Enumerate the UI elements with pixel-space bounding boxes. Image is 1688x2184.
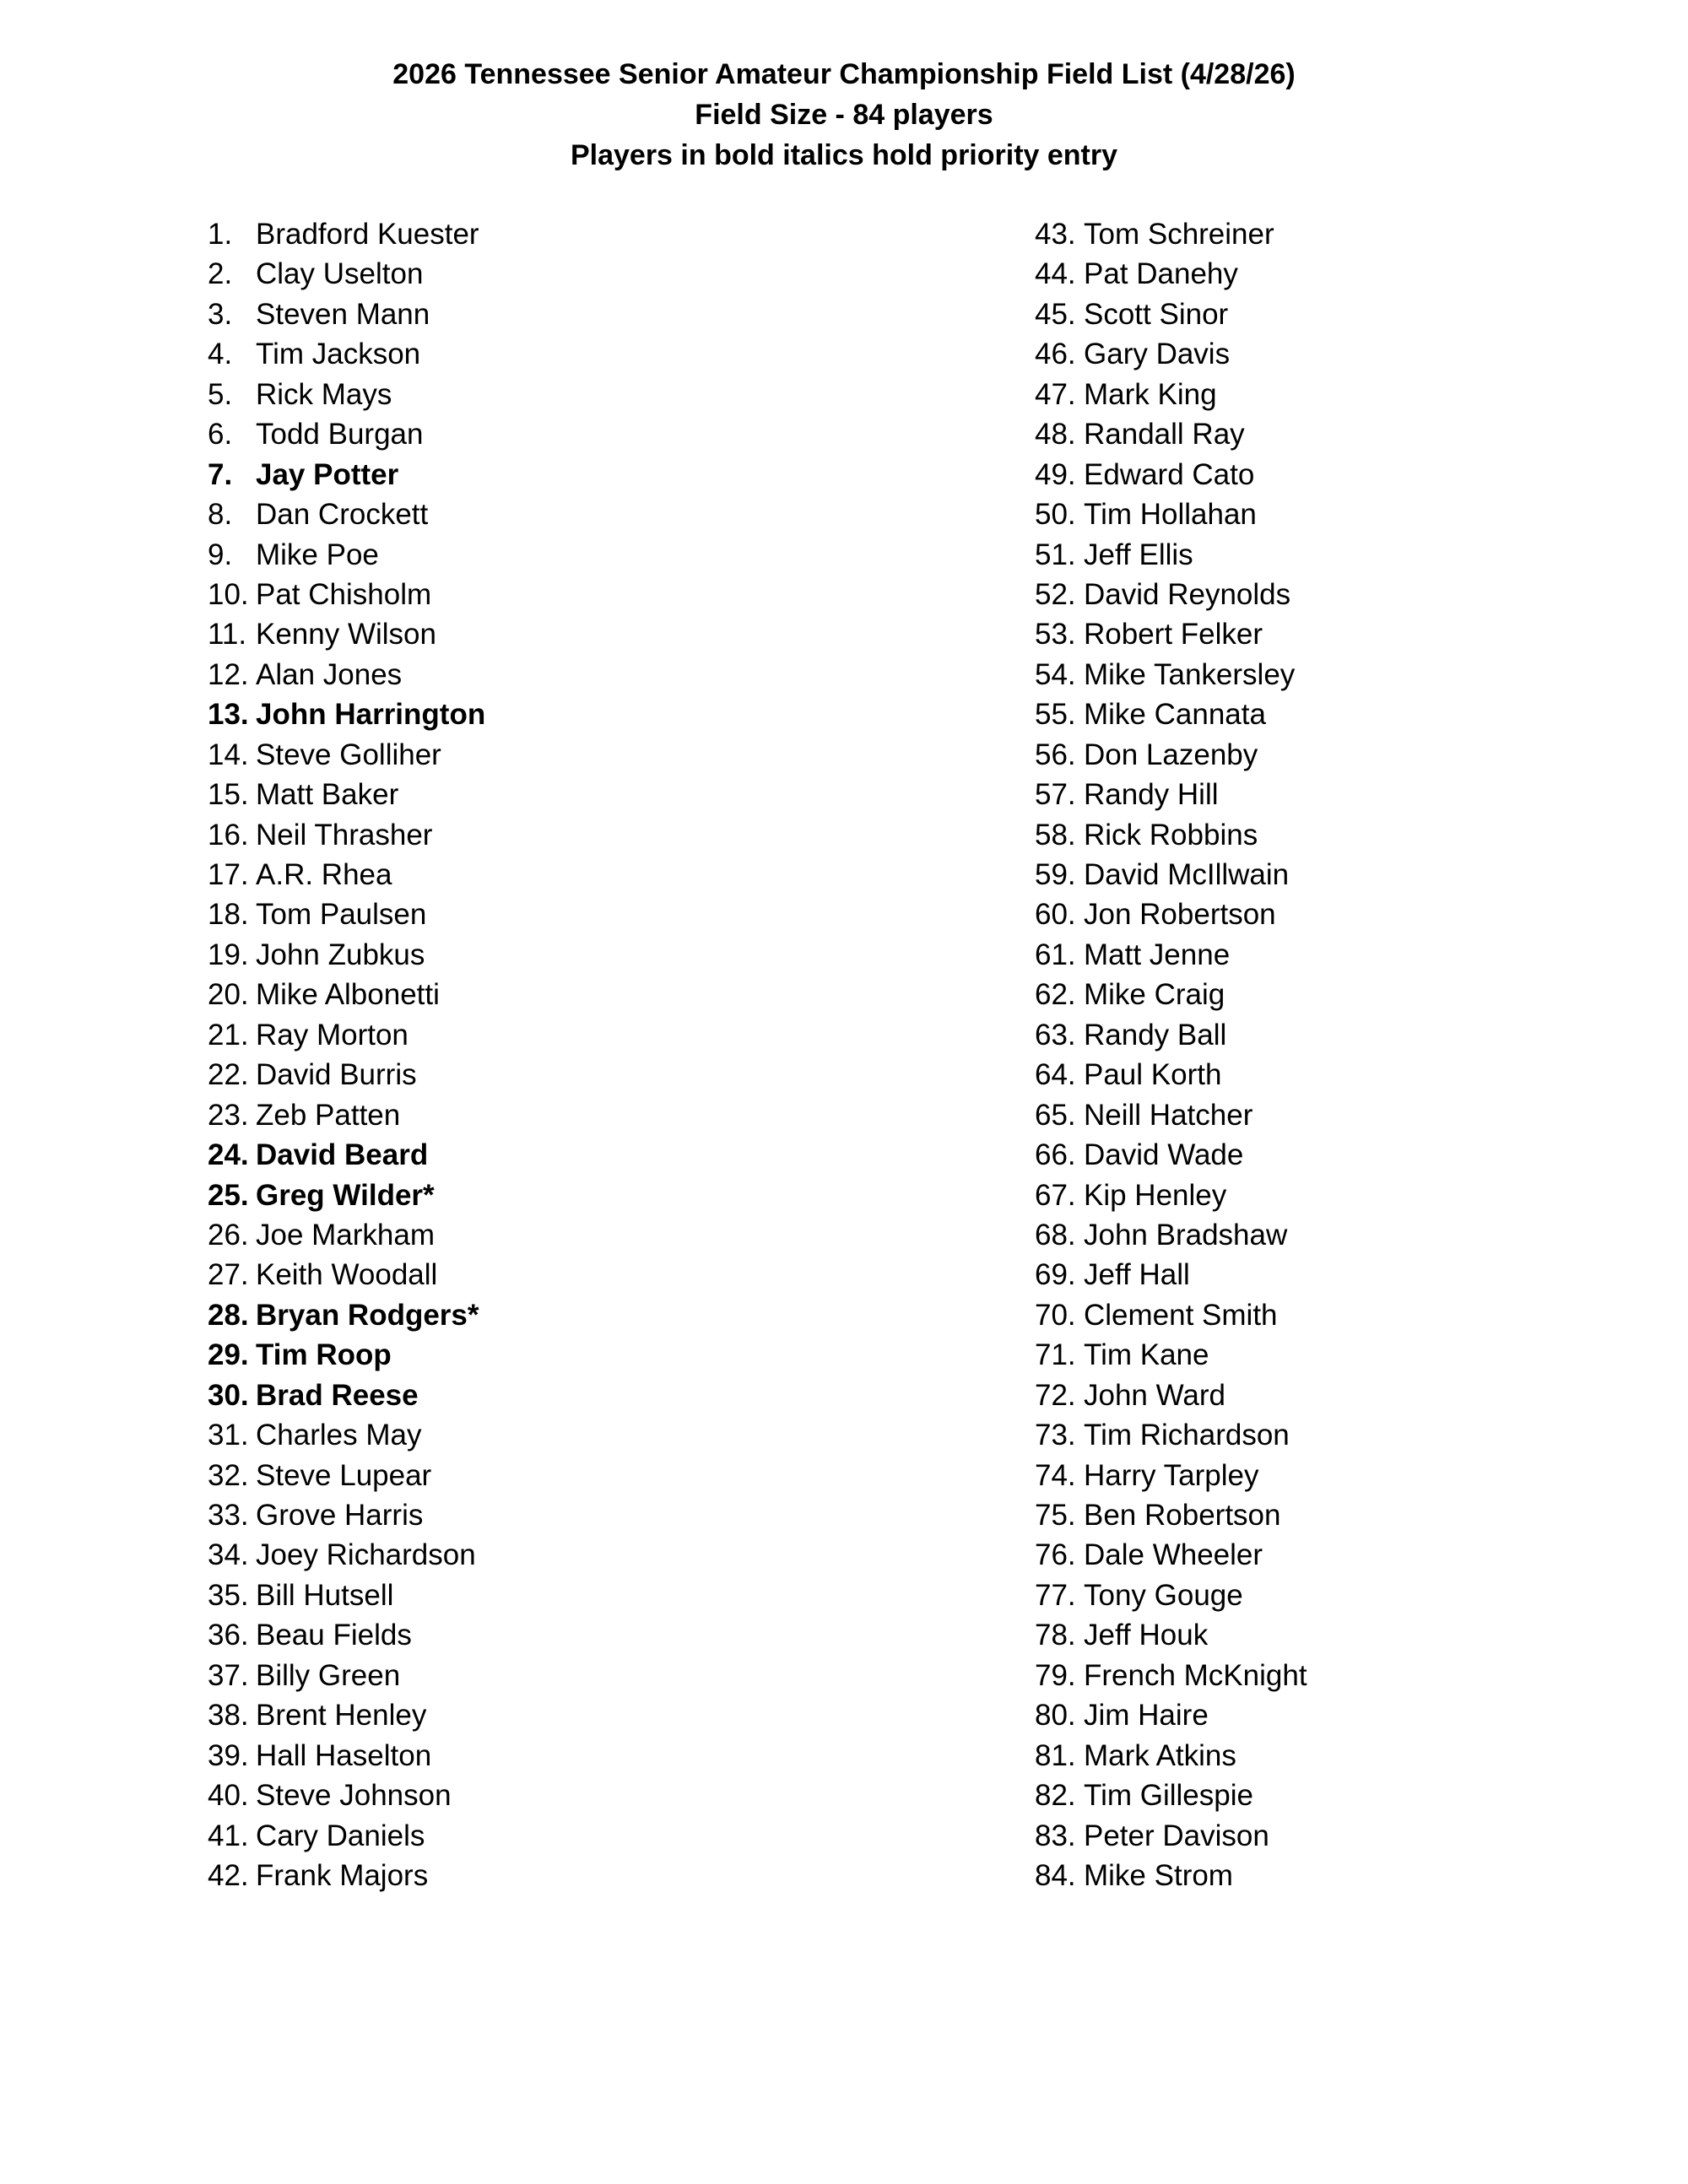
player-name: Todd Burgan <box>256 418 424 451</box>
player-name: Kip Henley <box>1084 1178 1227 1212</box>
player-entry <box>1035 1015 1626 1055</box>
player-number: 24. <box>208 1138 249 1172</box>
player-name: Pat Danehy <box>1084 257 1238 291</box>
player-entry <box>1035 1776 1626 1815</box>
player-name: Cary Daniels <box>256 1819 425 1852</box>
player-name: Kenny Wilson <box>256 618 436 651</box>
player-entry <box>1035 1695 1626 1735</box>
player-name: Ben Robertson <box>1084 1499 1281 1532</box>
player-number: 67. <box>1035 1178 1076 1212</box>
player-name: Frank Majors <box>256 1858 429 1892</box>
player-list-right-column <box>1035 214 1626 1895</box>
player-number: 65. <box>1035 1098 1076 1132</box>
player-number: 38. <box>208 1699 249 1733</box>
player-name: Mike Albonetti <box>256 978 440 1012</box>
player-entry <box>1035 254 1626 294</box>
player-entry <box>208 1576 967 1615</box>
player-entry <box>208 295 967 334</box>
player-name: Tom Schreiner <box>1084 218 1274 251</box>
player-name: Zeb Patten <box>256 1098 401 1132</box>
player-entry <box>1035 1335 1626 1375</box>
player-entry <box>1035 535 1626 575</box>
player-number: 70. <box>1035 1298 1076 1332</box>
player-entry <box>1035 1576 1626 1615</box>
player-name: Paul Korth <box>1084 1058 1222 1092</box>
player-name: Rick Robbins <box>1084 818 1258 851</box>
player-name: Neill Hatcher <box>1084 1098 1253 1132</box>
player-number: 66. <box>1035 1138 1076 1172</box>
player-name: Tim Gillespie <box>1084 1779 1253 1813</box>
player-number: 30. <box>208 1378 249 1412</box>
player-number: 76. <box>1035 1538 1076 1572</box>
player-number: 19. <box>208 938 249 971</box>
player-number: 45. <box>1035 297 1076 331</box>
player-name: Mike Strom <box>1084 1858 1233 1892</box>
player-number: 35. <box>208 1578 249 1612</box>
player-number: 64. <box>1035 1058 1076 1092</box>
player-entry <box>208 1255 967 1295</box>
player-entry <box>1035 1736 1626 1776</box>
player-entry <box>1035 775 1626 814</box>
player-entry <box>208 655 967 695</box>
player-number: 4. <box>208 338 233 371</box>
player-entry <box>1035 1656 1626 1695</box>
player-name: Mike Tankersley <box>1084 657 1296 691</box>
player-entry <box>208 375 967 414</box>
player-name: David Burris <box>256 1058 417 1092</box>
player-entry <box>208 1816 967 1856</box>
player-name: Greg Wilder* <box>256 1178 435 1212</box>
document-header <box>0 54 1688 176</box>
player-name: Jay Potter <box>256 457 399 491</box>
player-entry <box>1035 735 1626 775</box>
player-number: 63. <box>1035 1018 1076 1051</box>
player-entry <box>208 855 967 895</box>
player-entry <box>1035 815 1626 855</box>
player-name: Scott Sinor <box>1084 297 1229 331</box>
player-name: John Bradshaw <box>1084 1218 1288 1251</box>
player-entry <box>1035 1816 1626 1856</box>
player-number: 47. <box>1035 377 1076 411</box>
player-name: Don Lazenby <box>1084 738 1258 771</box>
player-number: 12. <box>208 657 249 691</box>
player-number: 3. <box>208 297 233 331</box>
player-entry <box>1035 1376 1626 1415</box>
player-number: 18. <box>208 898 249 932</box>
player-number: 7. <box>208 457 233 491</box>
player-number: 14. <box>208 738 249 771</box>
player-entry <box>1035 1135 1626 1175</box>
player-entry <box>1035 1055 1626 1095</box>
player-number: 2. <box>208 257 233 291</box>
player-number: 73. <box>1035 1419 1076 1452</box>
player-name: Beau Fields <box>256 1619 412 1652</box>
player-entry <box>208 1135 967 1175</box>
player-entry <box>208 535 967 575</box>
player-name: Brent Henley <box>256 1699 427 1733</box>
player-entry <box>1035 1095 1626 1135</box>
player-number: 11. <box>208 618 247 651</box>
player-number: 37. <box>208 1658 249 1692</box>
player-name: Tim Kane <box>1084 1338 1209 1372</box>
player-entry <box>1035 214 1626 254</box>
player-name: Edward Cato <box>1084 457 1255 491</box>
player-entry <box>1035 1495 1626 1535</box>
player-entry <box>208 254 967 294</box>
player-entry <box>1035 1255 1626 1295</box>
player-number: 79. <box>1035 1658 1076 1692</box>
player-number: 22. <box>208 1058 249 1092</box>
player-name: Randall Ray <box>1084 418 1245 451</box>
player-number: 82. <box>1035 1779 1076 1813</box>
player-name: Brad Reese <box>256 1378 419 1412</box>
player-name: Mark Atkins <box>1084 1738 1236 1772</box>
player-name: Mike Cannata <box>1084 698 1266 732</box>
player-name: Bryan Rodgers* <box>256 1298 479 1332</box>
player-number: 50. <box>1035 498 1076 532</box>
player-name: Pat Chisholm <box>256 577 432 611</box>
player-entry <box>208 1295 967 1335</box>
player-number: 27. <box>208 1258 249 1292</box>
player-number: 72. <box>1035 1378 1076 1412</box>
player-name: Randy Ball <box>1084 1018 1227 1051</box>
player-number: 51. <box>1035 538 1076 571</box>
player-number: 75. <box>1035 1499 1076 1532</box>
priority-note: Players in bold italics hold priority entry <box>570 139 1118 171</box>
player-name: Joe Markham <box>256 1218 436 1251</box>
player-name: Tom Paulsen <box>256 898 427 932</box>
player-entry <box>1035 455 1626 495</box>
player-name: Mark King <box>1084 377 1217 411</box>
player-name: French McKnight <box>1084 1658 1307 1692</box>
player-number: 10. <box>208 577 249 611</box>
player-number: 52. <box>1035 577 1076 611</box>
player-entry <box>208 214 967 254</box>
player-name: David Beard <box>256 1138 429 1172</box>
player-name: Clement Smith <box>1084 1298 1278 1332</box>
player-entry <box>208 495 967 534</box>
player-name: Grove Harris <box>256 1499 424 1532</box>
player-name: Mike Poe <box>256 538 379 571</box>
player-entry <box>208 1335 967 1375</box>
player-number: 34. <box>208 1538 249 1572</box>
player-number: 43. <box>1035 218 1076 251</box>
player-entry <box>208 1415 967 1455</box>
player-entry <box>208 614 967 654</box>
player-entry <box>208 1015 967 1055</box>
player-name: Mike Craig <box>1084 978 1225 1012</box>
player-name: Tim Hollahan <box>1084 498 1257 532</box>
player-number: 13. <box>208 698 249 732</box>
player-entry <box>1035 575 1626 614</box>
player-number: 15. <box>208 778 249 812</box>
player-entry <box>1035 334 1626 374</box>
player-entry <box>208 895 967 934</box>
player-number: 9. <box>208 538 233 571</box>
player-number: 77. <box>1035 1578 1076 1612</box>
player-entry <box>1035 495 1626 534</box>
player-name: Gary Davis <box>1084 338 1231 371</box>
player-name: Dale Wheeler <box>1084 1538 1263 1572</box>
player-entry <box>1035 855 1626 895</box>
player-number: 44. <box>1035 257 1076 291</box>
player-name: Jim Haire <box>1084 1699 1209 1733</box>
player-number: 42. <box>208 1858 249 1892</box>
player-entry <box>1035 1856 1626 1895</box>
player-name: Jon Robertson <box>1084 898 1276 932</box>
player-name: David McIllwain <box>1084 858 1290 891</box>
player-number: 56. <box>1035 738 1076 771</box>
player-entry <box>1035 1456 1626 1495</box>
player-entry <box>1035 614 1626 654</box>
player-number: 41. <box>208 1819 249 1852</box>
player-entry <box>1035 895 1626 934</box>
player-number: 20. <box>208 978 249 1012</box>
player-name: Tim Jackson <box>256 338 421 371</box>
player-entry <box>1035 295 1626 334</box>
player-number: 29. <box>208 1338 249 1372</box>
player-number: 40. <box>208 1779 249 1813</box>
player-list-left-column <box>208 214 967 1895</box>
player-entry <box>1035 1295 1626 1335</box>
player-entry <box>1035 1215 1626 1255</box>
player-name: Ray Morton <box>256 1018 408 1051</box>
player-number: 46. <box>1035 338 1076 371</box>
player-name: Bradford Kuester <box>256 218 479 251</box>
player-number: 23. <box>208 1098 249 1132</box>
player-entry <box>208 935 967 975</box>
player-name: Jeff Hall <box>1084 1258 1190 1292</box>
player-number: 21. <box>208 1018 249 1051</box>
player-name: David Reynolds <box>1084 577 1291 611</box>
player-number: 1. <box>208 218 233 251</box>
player-entry <box>208 695 967 734</box>
player-number: 6. <box>208 418 233 451</box>
player-number: 5. <box>208 377 233 411</box>
player-number: 80. <box>1035 1699 1076 1733</box>
player-name: Randy Hill <box>1084 778 1219 812</box>
player-entry <box>1035 695 1626 734</box>
player-entry <box>208 1495 967 1535</box>
player-number: 49. <box>1035 457 1076 491</box>
player-entry <box>208 575 967 614</box>
player-name: Steve Johnson <box>256 1779 452 1813</box>
player-name: Matt Baker <box>256 778 399 812</box>
player-name: Harry Tarpley <box>1084 1458 1259 1492</box>
player-name: A.R. Rhea <box>256 858 392 891</box>
player-entry <box>208 1176 967 1215</box>
player-entry <box>208 1456 967 1495</box>
player-entry <box>208 775 967 814</box>
player-entry <box>208 414 967 454</box>
player-entry <box>208 1615 967 1655</box>
player-number: 33. <box>208 1499 249 1532</box>
player-number: 31. <box>208 1419 249 1452</box>
player-name: John Ward <box>1084 1378 1225 1412</box>
player-number: 81. <box>1035 1738 1076 1772</box>
player-entry <box>1035 1535 1626 1575</box>
player-name: Steven Mann <box>256 297 430 331</box>
field-size: Field Size - 84 players <box>695 99 993 131</box>
player-entry <box>208 1856 967 1895</box>
player-number: 39. <box>208 1738 249 1772</box>
player-number: 28. <box>208 1298 249 1332</box>
player-name: Billy Green <box>256 1658 401 1692</box>
document-title: 2026 Tennessee Senior Amateur Championship Field List (4/28/26) <box>392 58 1296 90</box>
player-number: 59. <box>1035 858 1076 891</box>
player-entry <box>208 334 967 374</box>
player-entry <box>208 1656 967 1695</box>
player-number: 84. <box>1035 1858 1076 1892</box>
player-entry <box>1035 655 1626 695</box>
player-name: John Zubkus <box>256 938 425 971</box>
player-number: 68. <box>1035 1218 1076 1251</box>
player-entry <box>1035 935 1626 975</box>
player-number: 62. <box>1035 978 1076 1012</box>
player-entry <box>1035 1615 1626 1655</box>
player-entry <box>208 1695 967 1735</box>
player-number: 53. <box>1035 618 1076 651</box>
player-number: 32. <box>208 1458 249 1492</box>
player-name: Keith Woodall <box>256 1258 438 1292</box>
player-entry <box>208 1776 967 1815</box>
player-name: Matt Jenne <box>1084 938 1231 971</box>
player-name: John Harrington <box>256 698 486 732</box>
player-name: Rick Mays <box>256 377 392 411</box>
player-name: Neil Thrasher <box>256 818 433 851</box>
player-number: 36. <box>208 1619 249 1652</box>
player-name: Dan Crockett <box>256 498 429 532</box>
player-entry <box>208 1535 967 1575</box>
player-name: Tim Roop <box>256 1338 392 1372</box>
player-number: 71. <box>1035 1338 1076 1372</box>
player-number: 58. <box>1035 818 1076 851</box>
player-entry <box>208 1736 967 1776</box>
player-name: Steve Lupear <box>256 1458 432 1492</box>
player-name: Tony Gouge <box>1084 1578 1243 1612</box>
player-entry <box>1035 414 1626 454</box>
player-number: 54. <box>1035 657 1076 691</box>
player-name: Clay Uselton <box>256 257 424 291</box>
player-number: 57. <box>1035 778 1076 812</box>
player-entry <box>208 1376 967 1415</box>
player-number: 25. <box>208 1178 249 1212</box>
player-number: 48. <box>1035 418 1076 451</box>
player-number: 55. <box>1035 698 1076 732</box>
player-name: Bill Hutsell <box>256 1578 394 1612</box>
player-number: 16. <box>208 818 249 851</box>
player-name: Joey Richardson <box>256 1538 476 1572</box>
player-name: Jeff Ellis <box>1084 538 1193 571</box>
player-name: Robert Felker <box>1084 618 1263 651</box>
player-name: Jeff Houk <box>1084 1619 1209 1652</box>
player-name: Hall Haselton <box>256 1738 432 1772</box>
player-number: 8. <box>208 498 233 532</box>
player-number: 60. <box>1035 898 1076 932</box>
player-name: Alan Jones <box>256 657 403 691</box>
player-name: Steve Golliher <box>256 738 441 771</box>
player-entry <box>208 975 967 1014</box>
player-number: 26. <box>208 1218 249 1251</box>
player-number: 74. <box>1035 1458 1076 1492</box>
player-entry <box>1035 1176 1626 1215</box>
player-number: 61. <box>1035 938 1076 971</box>
player-number: 17. <box>208 858 249 891</box>
player-name: Charles May <box>256 1419 422 1452</box>
player-entry <box>1035 975 1626 1014</box>
player-number: 83. <box>1035 1819 1076 1852</box>
player-name: Tim Richardson <box>1084 1419 1290 1452</box>
player-number: 78. <box>1035 1619 1076 1652</box>
player-entry <box>208 1055 967 1095</box>
player-entry <box>208 1215 967 1255</box>
player-entry <box>208 1095 967 1135</box>
player-entry <box>208 455 967 495</box>
player-entry <box>1035 1415 1626 1455</box>
player-name: Peter Davison <box>1084 1819 1269 1852</box>
player-entry <box>208 815 967 855</box>
player-name: David Wade <box>1084 1138 1244 1172</box>
player-entry <box>1035 375 1626 414</box>
player-number: 69. <box>1035 1258 1076 1292</box>
player-entry <box>208 735 967 775</box>
